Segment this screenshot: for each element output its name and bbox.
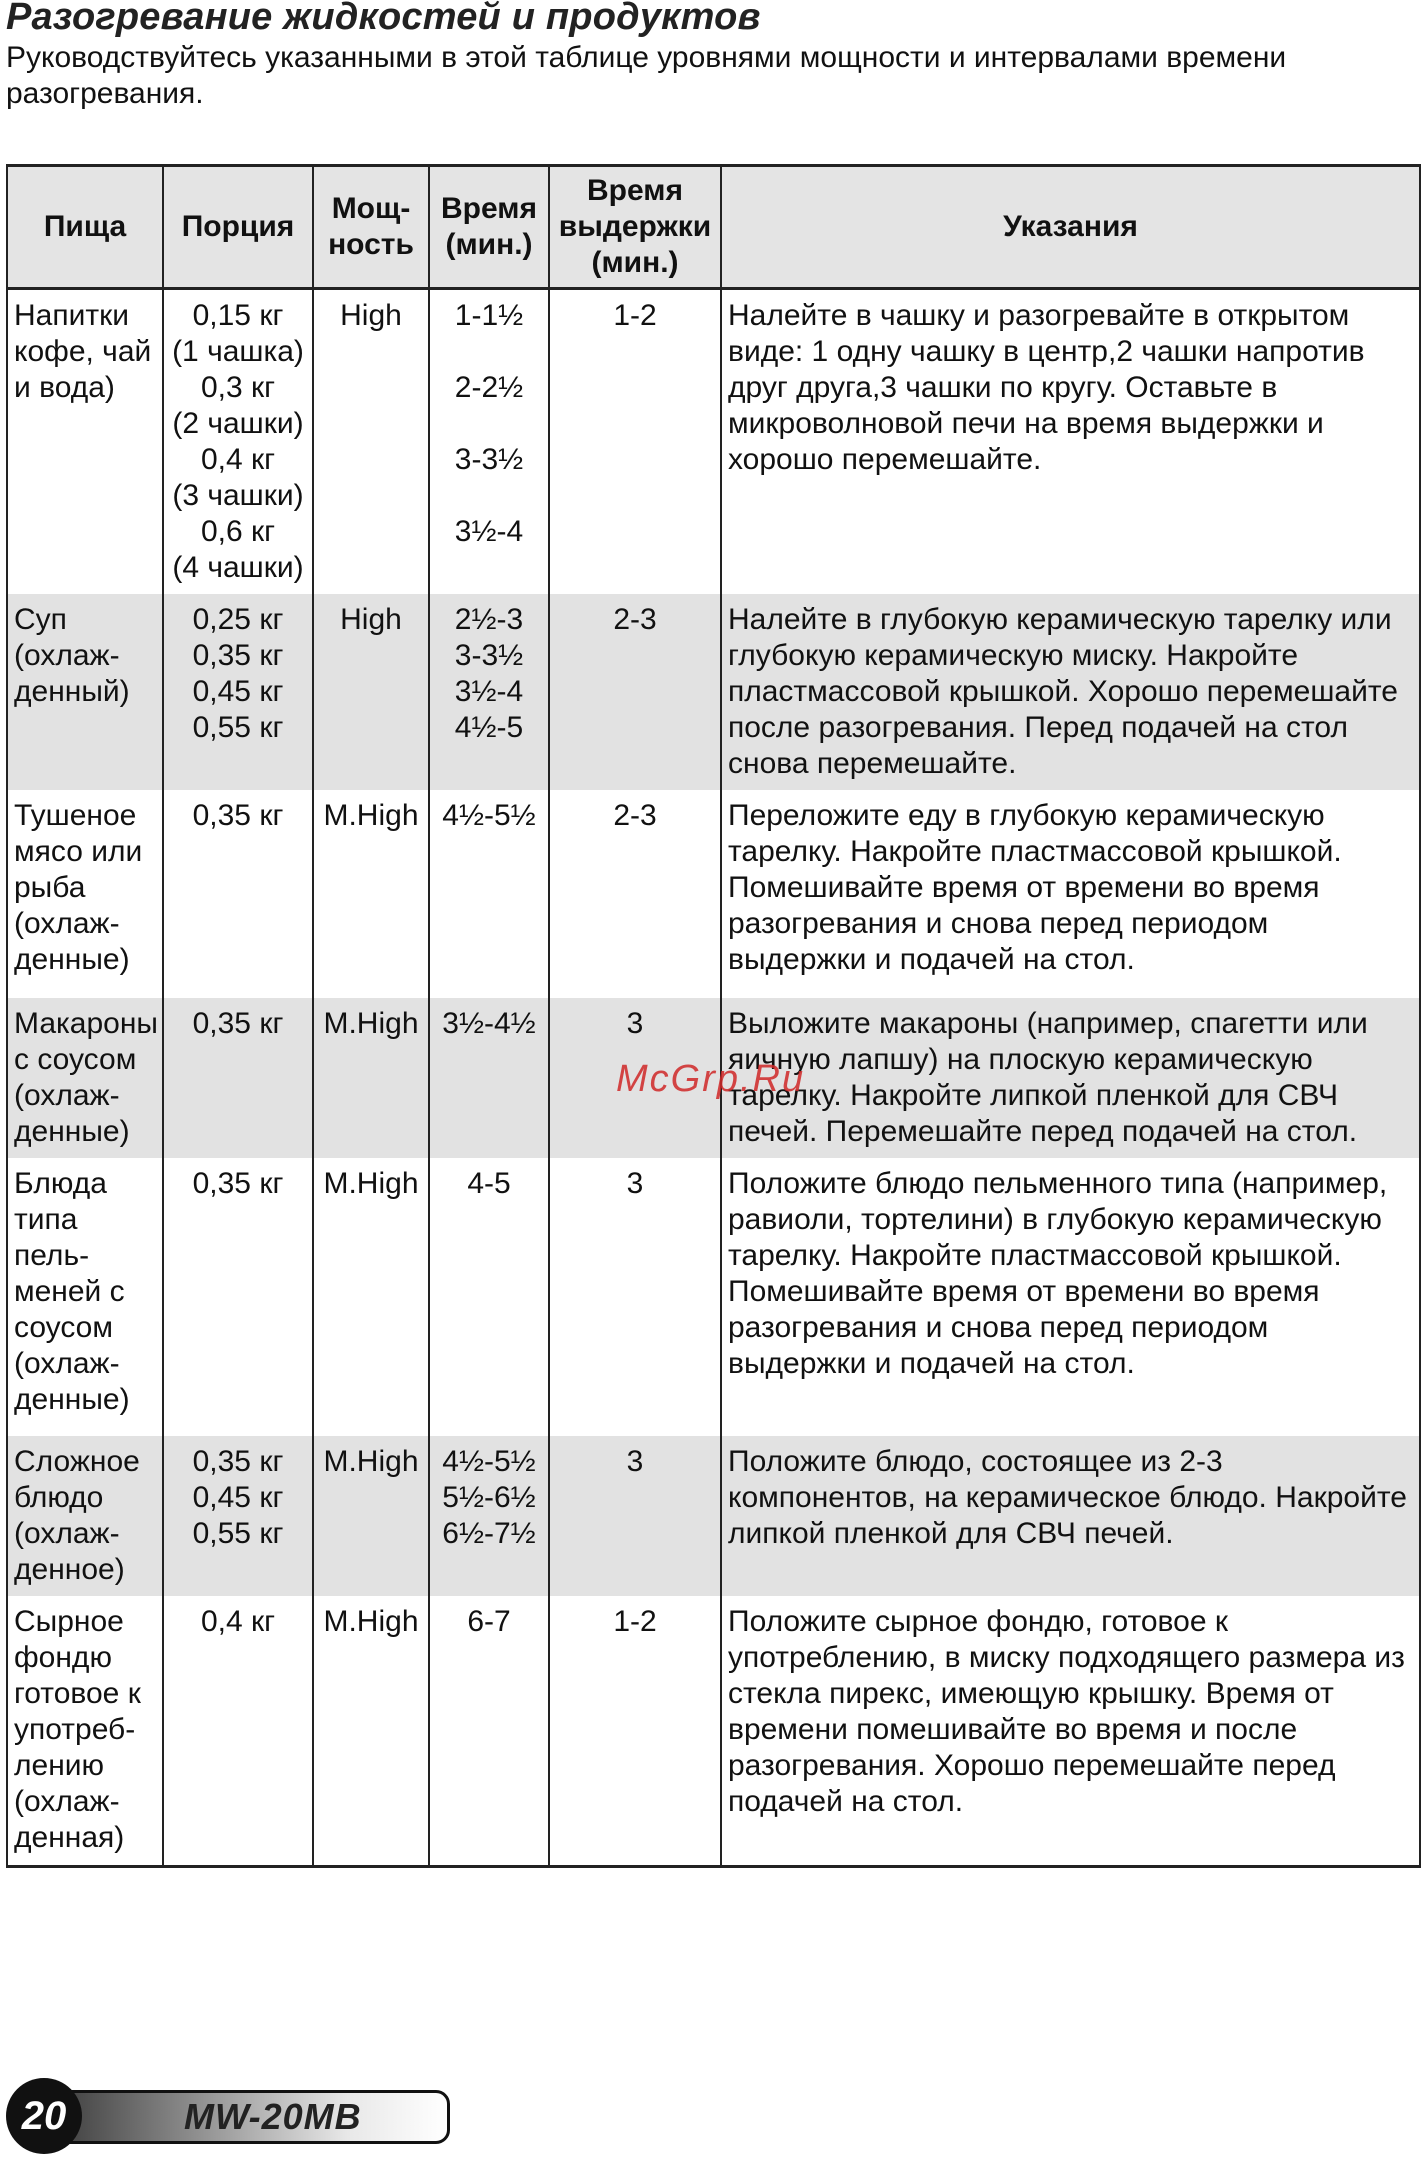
header-notes: Указания — [721, 166, 1420, 289]
cell-portion: 0,4 кг — [163, 1596, 313, 1866]
cell-hold: 2-3 — [549, 594, 721, 790]
cell-power: M.High — [313, 1158, 429, 1436]
cell-food: Сырное фондю готовое к употреб- лению (охлаж- денная) — [7, 1596, 163, 1866]
page-number-badge: 20 — [6, 2078, 82, 2154]
cell-food: Сложное блюдо (охлаж- денное) — [7, 1436, 163, 1596]
cell-hold: 3 — [549, 998, 721, 1158]
header-power: Мощ- ность — [313, 166, 429, 289]
cell-hold: 3 — [549, 1436, 721, 1596]
page-footer — [6, 2076, 456, 2154]
watermark: McGrp.Ru — [616, 1058, 806, 1100]
cell-time: 4-5 — [429, 1158, 549, 1436]
cell-time: 2½-3 3-3½ 3½-4 4½-5 — [429, 594, 549, 790]
page-title: Разогревание жидкостей и продуктов — [6, 0, 761, 38]
cell-notes: Положите сырное фондю, готовое к употреблению, в миску подходящего размера из стекла пирекс, имеющую крышку. Время от времени помешивайте во время и после разогревания. Хорошо перемешайте перед подачей на стол. — [721, 1596, 1420, 1866]
cell-food: Напитки кофе, чай и вода) — [7, 289, 163, 595]
table-row — [7, 594, 1420, 790]
cell-portion: 0,35 кг — [163, 998, 313, 1158]
cell-power: M.High — [313, 1596, 429, 1866]
cell-power: M.High — [313, 1436, 429, 1596]
intro-text: Руководствуйтесь указанными в этой таблице уровнями мощности и интервалами времени разогревания. — [6, 41, 1287, 110]
cell-power: High — [313, 594, 429, 790]
cell-time: 1-1½ 2-2½ 3-3½ 3½-4 — [429, 289, 549, 595]
header-hold-time: Время выдержки (мин.) — [549, 166, 721, 289]
cell-hold: 3 — [549, 1158, 721, 1436]
table-header-row — [7, 166, 1420, 289]
cell-power: M.High — [313, 790, 429, 998]
cell-notes: Положите блюдо пельменного типа (например, равиоли, тортелини) в глубокую керамическую тарелку. Накройте пластмассовой крышкой. Помешивайте время от времени во время разогревания и снова перед периодом выдержки и подачей на стол. — [721, 1158, 1420, 1436]
cell-notes: Налейте в чашку и разогревайте в открытом виде: 1 одну чашку в центр,2 чашки напротив друг друга,3 чашки по кругу. Оставьте в микроволновой печи на время выдержки и хорошо перемешайте. — [721, 289, 1420, 595]
table-row — [7, 289, 1420, 595]
cell-time: 3½-4½ — [429, 998, 549, 1158]
cell-food: Суп (охлаж- денный) — [7, 594, 163, 790]
table-row — [7, 1436, 1420, 1596]
cell-time: 6-7 — [429, 1596, 549, 1866]
header-food: Пища — [7, 166, 163, 289]
cell-portion: 0,35 кг — [163, 790, 313, 998]
table-row — [7, 1158, 1420, 1436]
cell-portion: 0,25 кг 0,35 кг 0,45 кг 0,55 кг — [163, 594, 313, 790]
cell-notes: Выложите макароны (например, спагетти или яичную лапшу) на плоскую керамическую тарелку. Накройте липкой пленкой для СВЧ печей. Перемешайте перед подачей на стол. — [721, 998, 1420, 1158]
cell-notes: Положите блюдо, состоящее из 2-3 компонентов, на керамическое блюдо. Накройте липкой пленкой для СВЧ печей. — [721, 1436, 1420, 1596]
cell-notes: Налейте в глубокую керамическую тарелку или глубокую керамическую миску. Накройте пластмассовой крышкой. Хорошо перемешайте после разогревания. Перед подачей на стол снова перемешайте. — [721, 594, 1420, 790]
cell-food: Макароны с соусом (охлаж- денные) — [7, 998, 163, 1158]
header-portion: Порция — [163, 166, 313, 289]
cell-power: High — [313, 289, 429, 595]
cell-power: M.High — [313, 998, 429, 1158]
model-name: MW-20MB — [184, 2096, 362, 2137]
cell-notes: Переложите еду в глубокую керамическую тарелку. Накройте пластмассовой крышкой. Помешивайте время от времени во время разогревания и снова перед периодом выдержки и подачей на стол. — [721, 790, 1420, 998]
cell-time: 4½-5½ — [429, 790, 549, 998]
cell-time: 4½-5½ 5½-6½ 6½-7½ — [429, 1436, 549, 1596]
cell-food: Блюда типа пель- меней с соусом (охлаж- денные) — [7, 1158, 163, 1436]
cell-hold: 1-2 — [549, 1596, 721, 1866]
table-row — [7, 790, 1420, 998]
header-time: Время (мин.) — [429, 166, 549, 289]
cell-portion: 0,15 кг (1 чашка) 0,3 кг (2 чашки) 0,4 кг (3 чашки) 0,6 кг (4 чашки) — [163, 289, 313, 595]
cell-hold: 1-2 — [549, 289, 721, 595]
cell-hold: 2-3 — [549, 790, 721, 998]
table-row — [7, 1596, 1420, 1866]
cell-food: Тушеное мясо или рыба (охлаж- денные) — [7, 790, 163, 998]
heating-table — [6, 164, 1421, 1868]
cell-portion: 0,35 кг — [163, 1158, 313, 1436]
cell-portion: 0,35 кг 0,45 кг 0,55 кг — [163, 1436, 313, 1596]
